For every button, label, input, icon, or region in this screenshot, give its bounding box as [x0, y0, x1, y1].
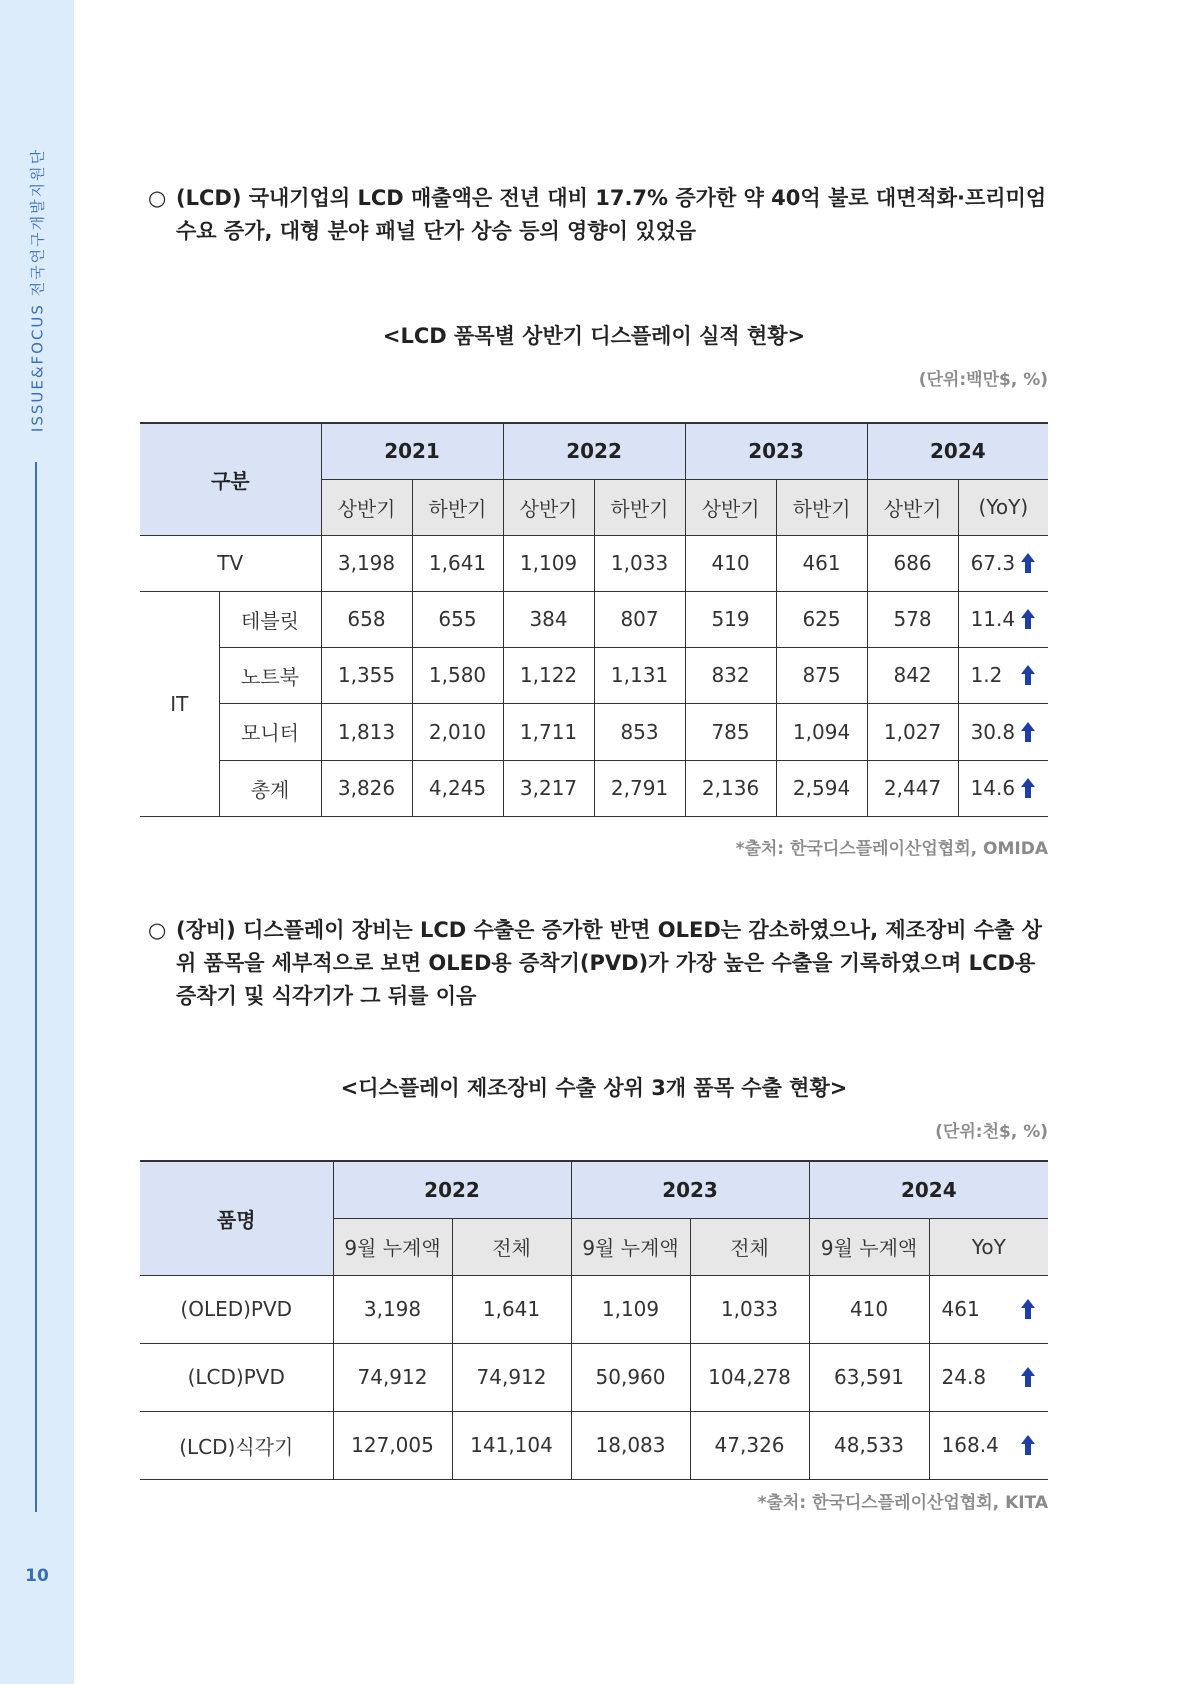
header-sub: 상반기: [685, 479, 776, 535]
arrow-up-icon: [1020, 1435, 1036, 1455]
header-sub: YoY: [929, 1218, 1048, 1275]
row-label: TV: [140, 535, 321, 591]
sidebar: [0, 0, 74, 1684]
table-row: [140, 591, 1048, 647]
cell: 74,912: [333, 1343, 452, 1411]
sidebar-label: ISSUE&FOCUS 전국연구개발지원단: [28, 147, 47, 433]
cell: 785: [685, 703, 776, 760]
header-sub: 9월 누계액: [333, 1218, 452, 1275]
table1-source: *출처: 한국디스플레이산업협회, OMIDA: [735, 839, 1048, 859]
yoy-value: 30.8: [970, 719, 1016, 744]
table-row: [140, 703, 1048, 760]
table-row: [140, 647, 1048, 703]
table2-unit: (단위:천$, %): [935, 1122, 1048, 1142]
arrow-up-icon: [1020, 778, 1036, 798]
arrow-up-icon: [1020, 1299, 1036, 1319]
bullet-text: (장비) 디스플레이 장비는 LCD 수출은 증가한 반면 OLED는 감소하였으나, 제조장비 수출 상위 품목을 세부적으로 보면 OLED용 증착기(PVD)가 가장 높은 수출을 기록하였으며 LCD용 증착기 및 식각기가 그 뒤를 이음: [176, 918, 1042, 1008]
cell: 655: [412, 591, 503, 647]
header-sub: (YoY): [958, 479, 1048, 535]
header-year: 2022: [333, 1161, 571, 1218]
cell: 832: [685, 647, 776, 703]
yoy-value: 1.2: [970, 663, 1003, 687]
table-row: [140, 535, 1048, 591]
yoy-value: 461: [941, 1297, 980, 1321]
arrow-up-icon: [1020, 553, 1036, 573]
bullet-text: (LCD) 국내기업의 LCD 매출액은 전년 대비 17.7% 증가한 약 40억 불로 대면적화·프리미엄 수요 증가, 대형 분야 패널 단가 상승 등의 영향이 있었음: [176, 186, 1047, 243]
header-item: 품명: [140, 1161, 333, 1275]
cell: 50,960: [571, 1343, 690, 1411]
group-label: IT: [140, 591, 219, 816]
header-sub: 전체: [690, 1218, 809, 1275]
table-row: [140, 1343, 1048, 1411]
table-row: [140, 760, 1048, 816]
header-sub: 하반기: [776, 479, 867, 535]
yoy-cell: [958, 760, 1048, 816]
row-label: 모니터: [219, 703, 321, 760]
row-label: (OLED)PVD: [140, 1275, 333, 1343]
cell: 1,109: [503, 535, 594, 591]
table1-unit: (단위:백만$, %): [918, 370, 1048, 390]
cell: 127,005: [333, 1411, 452, 1479]
cell: 578: [867, 591, 958, 647]
yoy-value: 11.4: [970, 607, 1016, 631]
cell: 410: [809, 1275, 929, 1343]
yoy-cell: [958, 535, 1048, 591]
cell: 519: [685, 591, 776, 647]
cell: 47,326: [690, 1411, 809, 1479]
header-sub: 9월 누계액: [809, 1218, 929, 1275]
yoy-cell: [958, 703, 1048, 760]
header-sub: 하반기: [594, 479, 685, 535]
cell: 658: [321, 591, 412, 647]
header-year: 2024: [867, 423, 1048, 479]
row-label: (LCD)PVD: [140, 1343, 333, 1411]
sidebar-divider: [35, 462, 37, 1512]
cell: 1,641: [452, 1275, 571, 1343]
cell: 853: [594, 703, 685, 760]
yoy-value: 24.8: [941, 1365, 987, 1389]
arrow-up-icon: [1020, 609, 1036, 629]
cell: 807: [594, 591, 685, 647]
cell: 1,109: [571, 1275, 690, 1343]
cell: 1,094: [776, 703, 867, 760]
cell: 141,104: [452, 1411, 571, 1479]
cell: 63,591: [809, 1343, 929, 1411]
yoy-cell: [958, 591, 1048, 647]
arrow-up-icon: [1020, 722, 1036, 742]
cell: 1,027: [867, 703, 958, 760]
yoy-value: 14.6: [970, 776, 1016, 800]
lcd-table: [140, 422, 1048, 817]
yoy-cell: [929, 1275, 1048, 1343]
row-label: 노트북: [219, 647, 321, 703]
header-year: 2022: [503, 423, 685, 479]
cell: 686: [867, 535, 958, 591]
yoy-cell: [958, 647, 1048, 703]
cell: 1,355: [321, 647, 412, 703]
cell: 1,131: [594, 647, 685, 703]
cell: 2,594: [776, 760, 867, 816]
table1-title: <LCD 품목별 상반기 디스플레이 실적 현황>: [382, 324, 806, 348]
arrow-up-icon: [1020, 1367, 1036, 1387]
table2-title: <디스플레이 제조장비 수출 상위 3개 품목 수출 현황>: [340, 1076, 848, 1100]
header-year: 2024: [809, 1161, 1048, 1218]
yoy-value: 67.3: [970, 551, 1016, 575]
cell: 384: [503, 591, 594, 647]
cell: 1,580: [412, 647, 503, 703]
cell: 1,033: [690, 1275, 809, 1343]
cell: 4,245: [412, 760, 503, 816]
header-sub: 전체: [452, 1218, 571, 1275]
cell: 2,010: [412, 703, 503, 760]
page-number: 10: [25, 1566, 49, 1586]
cell: 2,791: [594, 760, 685, 816]
cell: 1,033: [594, 535, 685, 591]
row-label: 총계: [219, 760, 321, 816]
table-row: [140, 1411, 1048, 1479]
cell: 74,912: [452, 1343, 571, 1411]
cell: 3,198: [321, 535, 412, 591]
header-sub: 9월 누계액: [571, 1218, 690, 1275]
header-sub: 상반기: [867, 479, 958, 535]
bullet-marker: ○: [148, 186, 167, 210]
header-category: 구분: [140, 423, 321, 535]
cell: 48,533: [809, 1411, 929, 1479]
header-year: 2023: [571, 1161, 809, 1218]
header-year: 2021: [321, 423, 503, 479]
row-label: (LCD)식각기: [140, 1411, 333, 1479]
header-sub: 상반기: [321, 479, 412, 535]
cell: 1,641: [412, 535, 503, 591]
cell: 1,711: [503, 703, 594, 760]
cell: 3,217: [503, 760, 594, 816]
yoy-cell: [929, 1411, 1048, 1479]
table2-source: *출처: 한국디스플레이산업협회, KITA: [757, 1493, 1048, 1513]
cell: 18,083: [571, 1411, 690, 1479]
bullet-marker: ○: [148, 918, 167, 942]
cell: 625: [776, 591, 867, 647]
header-sub: 하반기: [412, 479, 503, 535]
cell: 2,447: [867, 760, 958, 816]
yoy-value: 168.4: [941, 1433, 999, 1457]
cell: 461: [776, 535, 867, 591]
equipment-table: [140, 1160, 1048, 1480]
cell: 875: [776, 647, 867, 703]
yoy-cell: [929, 1343, 1048, 1411]
cell: 1,122: [503, 647, 594, 703]
cell: 1,813: [321, 703, 412, 760]
row-label: 테블릿: [219, 591, 321, 647]
cell: 3,198: [333, 1275, 452, 1343]
cell: 410: [685, 535, 776, 591]
table-row: [140, 1275, 1048, 1343]
arrow-up-icon: [1020, 665, 1036, 685]
cell: 842: [867, 647, 958, 703]
cell: 3,826: [321, 760, 412, 816]
cell: 104,278: [690, 1343, 809, 1411]
header-sub: 상반기: [503, 479, 594, 535]
cell: 2,136: [685, 760, 776, 816]
header-year: 2023: [685, 423, 867, 479]
